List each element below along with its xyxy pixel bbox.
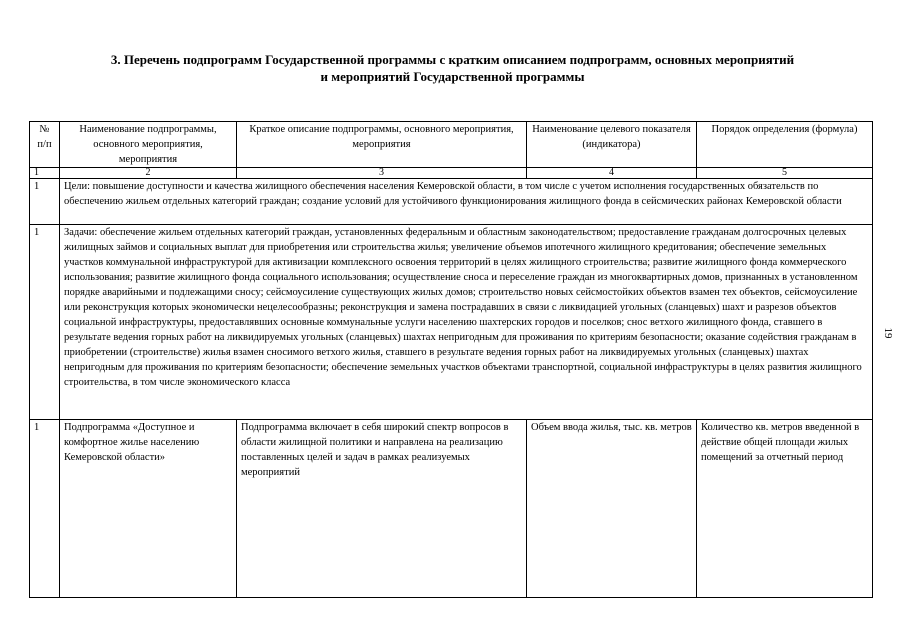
goals-row xyxy=(30,179,873,225)
subprograms-table xyxy=(29,121,873,598)
subprogram-description: Подпрограмма включает в себя широкий спектр вопросов в области жилищной политики и направлена на реализацию поставленных целей и задач в рамках реализуемых мероприятий xyxy=(237,420,527,598)
page-title xyxy=(40,51,865,85)
column-numbers-row xyxy=(30,168,873,179)
subprogram-formula: Количество кв. метров введенной в действие общей площади жилых помещений за отчетный период xyxy=(697,420,873,598)
header-name: Наименование подпрограммы, основного мероприятия, мероприятия xyxy=(60,122,237,168)
table-header-row xyxy=(30,122,873,168)
header-indicator: Наименование целевого показателя (индикатора) xyxy=(527,122,697,168)
goals-text: Цели: повышение доступности и качества жилищного обеспечения населения Кемеровской области, в том числе с учетом исполнения государственных обязательств по обеспечению жильем отдельных категорий граждан; создание условий для устойчивого функционирования жилищного фонда в сейсмических районах Кемеровской области xyxy=(60,179,873,225)
header-num: № п/п xyxy=(30,122,60,168)
subprogram-indicator: Объем ввода жилья, тыс. кв. метров xyxy=(527,420,697,598)
header-formula: Порядок определения (формула) xyxy=(697,122,873,168)
tasks-row-num: 1 xyxy=(30,225,60,420)
tasks-row xyxy=(30,225,873,420)
goals-row-num: 1 xyxy=(30,179,60,225)
column-number: 3 xyxy=(237,168,527,179)
tasks-text: Задачи: обеспечение жильем отдельных категорий граждан, установленных федеральным и областным законодательством; предоставление гражданам долгосрочных целевых жилищных займов и социальных выплат для приобретения или строительства жилья; увеличение объемов ипотечного жилищного кредитования; обеспечение земельных участков коммунальной инфраструктурой для активизации комплексного освоения территорий в целях жилищного строительства; развитие жилищного фонда коммерческого использования; развитие жилищного фонда социального использования; осуществление сноса и переселение граждан из многоквартирных домов, признанных в установленном порядке аварийными и подлежащими сносу; сейсмоусиление существующих жилых домов; строительство новых сейсмостойких объектов взамен тех объектов, сейсмоусиление или реконструкция которых экономически нецелесообразны; реконструкция и замена пострадавших в связи с ликвидацией угольных (сланцевых) шахт и разрезов объектов социальной инфраструктуры, предоставлявших основные коммунальные услуги населению шахтерских городов и поселков; снос ветхого жилищного фонда, ставшего в результате ведения горных работ на ликвидируемых угольных (сланцевых) шахтах непригодным для проживания по критериям безопасности; оказание содействия гражданам в приобретении (строительстве) жилья взамен сносимого ветхого жилья, ставшего в результате ведения горных работ на ликвидируемых угольных (сланцевых) шахтах непригодным для проживания по критериям безопасности; обеспечение земельных участков объектами транспортной, социальной инфраструктуры в целях развития жилищного строительства, в том числе экономического класса xyxy=(60,225,873,420)
subprogram-row xyxy=(30,420,873,598)
header-description: Краткое описание подпрограммы, основного мероприятия, мероприятия xyxy=(237,122,527,168)
subprogram-row-num: 1 xyxy=(30,420,60,598)
column-number: 1 xyxy=(30,168,60,179)
title-line-2: и мероприятий Государственной программы xyxy=(320,69,585,84)
column-number: 4 xyxy=(527,168,697,179)
title-line-1: 3. Перечень подпрограмм Государственной программы с кратким описанием подпрограмм, основных мероприятий xyxy=(110,52,795,67)
column-number: 5 xyxy=(697,168,873,179)
column-number: 2 xyxy=(60,168,237,179)
subprogram-name: Подпрограмма «Доступное и комфортное жилье населению Кемеровской области» xyxy=(60,420,237,598)
page-number: 19 xyxy=(882,327,894,339)
